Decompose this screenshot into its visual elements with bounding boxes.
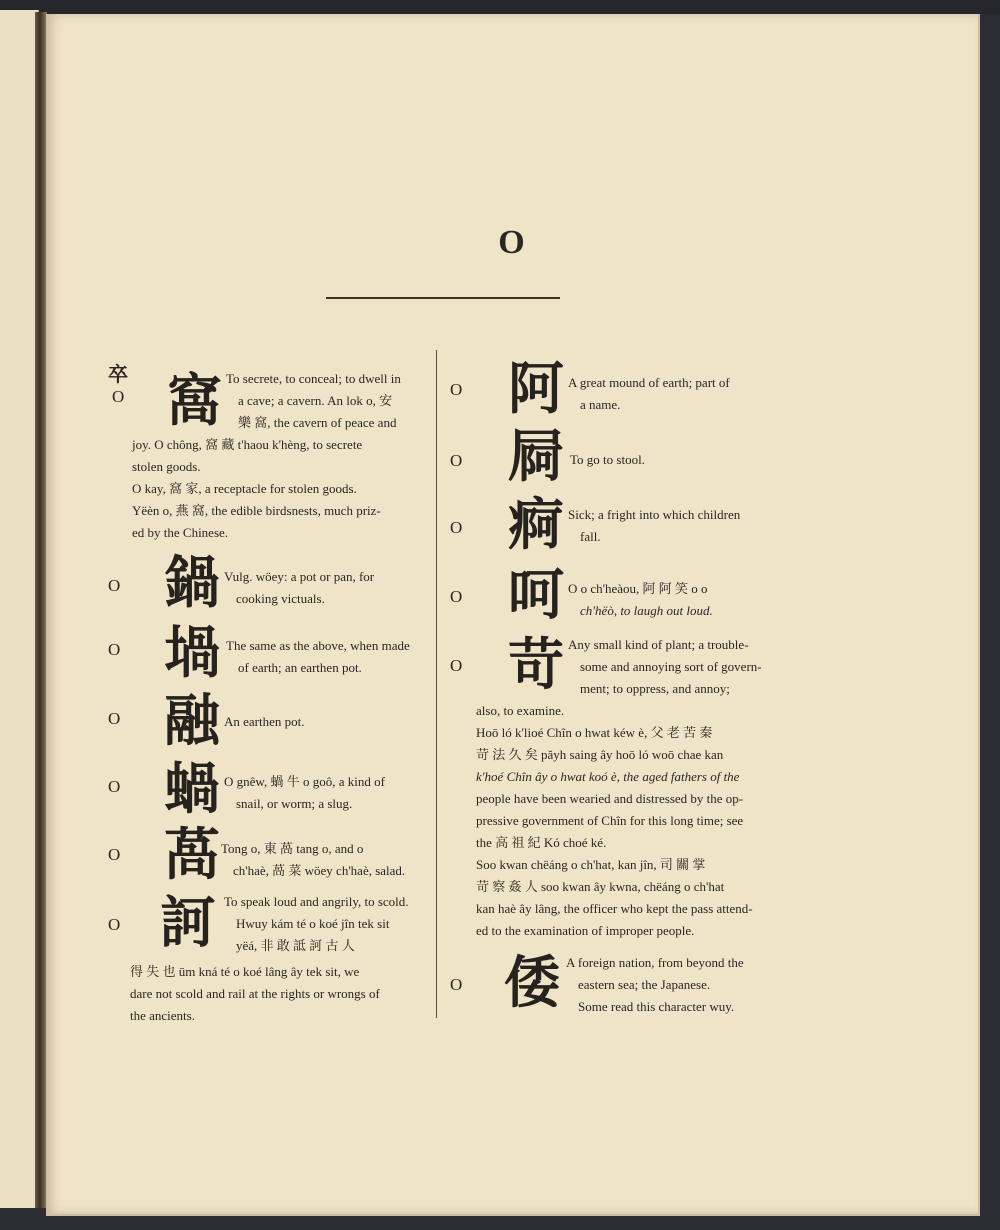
definition-line: pressive government of Chîn for this long time; see [476, 813, 744, 828]
entry-marker: O [450, 656, 463, 675]
definition-line: The same as the above, when made [226, 638, 410, 653]
entry-marker: O [450, 451, 463, 470]
definition-line: Soo kwan chëáng o ch'hat, kan jîn, 司 關 掌 [476, 857, 706, 872]
entry-marker: O [108, 777, 121, 796]
definition-line: a name. [580, 397, 621, 412]
entry-marker: O [450, 518, 463, 537]
definition-line: 苛 察 姦 人 soo kwan ây kwna, chëáng o ch'hat [476, 879, 725, 894]
entry-definition [224, 891, 436, 957]
definition-line: dare not scold and rail at the rights or wrongs of [130, 986, 380, 1001]
definition-line: stolen goods. [132, 459, 201, 474]
definition-line: eastern sea; the Japanese. [578, 977, 711, 992]
headword-character: 苛 [508, 633, 564, 698]
entry-continuation [130, 961, 436, 1027]
definition-line: To secrete, to conceal; to dwell in [226, 371, 401, 386]
definition-line: A great mound of earth; part of [568, 375, 730, 390]
dictionary-page [46, 14, 980, 1216]
definition-line: people have been wearied and distressed by the op- [476, 791, 744, 806]
headword-character: 堝 [164, 621, 220, 686]
headword-character: 痾 [508, 493, 564, 558]
entry-marker: O [450, 380, 463, 399]
headword-character: 鍋 [164, 551, 220, 616]
entry-definition [566, 952, 778, 1018]
definition-line: some and annoying sort of govern- [580, 659, 762, 674]
definition-line: To speak loud and angrily, to scold. [224, 894, 409, 909]
radical-marker: 卒 [108, 362, 128, 386]
headword-character: 呵 [508, 563, 564, 628]
definition-line: O kay, 窩 家, a receptacle for stolen goods. [132, 481, 357, 496]
entry-marker: O [108, 640, 121, 659]
headword-character: 蝸 [164, 757, 220, 822]
headword-character: 屙 [508, 425, 564, 490]
entry-definition [221, 838, 436, 882]
headword-character: 阿 [508, 357, 564, 422]
headword-character: 窩 [166, 369, 222, 434]
headword-character: 訶 [160, 891, 216, 956]
definition-line: Hoō ló k'lioé Chîn o hwat kéw è, 父 老 苦 秦 [476, 725, 713, 740]
definition-line: Hwuy kám té o koé jîn tek sit [236, 916, 390, 931]
definition-line: 得 失 也 ūm kná té o koé lâng ây tek sit, we [130, 964, 360, 979]
definition-line: 樂 窩, the cavern of peace and [238, 415, 397, 430]
headword-character: 倭 [504, 951, 560, 1016]
definition-line: A foreign nation, from beyond the [566, 955, 744, 970]
definition-line: of earth; an earthen pot. [238, 660, 362, 675]
entry-definition [568, 504, 778, 548]
definition-line: Any small kind of plant; a trouble- [568, 637, 749, 652]
definition-line: ch'hëò, to laugh out loud. [580, 603, 713, 618]
entry-definition [226, 368, 436, 434]
definition-line: Yëèn o, 燕 窩, the edible birdsnests, much priz- [132, 503, 381, 518]
definition-line: joy. O chông, 窩 藏 t'haou k'hèng, to secrete [132, 437, 363, 452]
entry-definition [224, 771, 436, 815]
entry-definition [224, 711, 434, 733]
definition-line: snail, or worm; a slug. [236, 796, 353, 811]
definition-line: the 高 祖 紀 Kó choé ké. [476, 835, 607, 850]
definition-line: ment; to oppress, and annoy; [580, 681, 730, 696]
definition-line: O o ch'heàou, 阿 阿 笑 o o [568, 581, 708, 596]
definition-line: ch'haè, 萵 菜 wöey ch'haè, salad. [233, 863, 406, 878]
entry-marker: O [108, 915, 121, 934]
definition-line: To go to stool. [570, 452, 645, 467]
definition-line: cooking victuals. [236, 591, 325, 606]
entry-definition [570, 449, 780, 471]
definition-line: yëá, 非 敢 詆 訶 古 人 [236, 938, 355, 953]
headword-character: 萵 [164, 823, 220, 888]
entry-marker: O [450, 975, 463, 994]
heading-rule [326, 297, 560, 299]
facing-page-edge [0, 10, 39, 1208]
definition-line: k'hoé Chîn ây o hwat koó è, the aged fathers of the [476, 769, 740, 784]
entry-marker: O [450, 587, 463, 606]
definition-line: Vulg. wöey: a pot or pan, for [224, 569, 375, 584]
entry-definition [226, 635, 436, 679]
entry-marker: O [108, 576, 121, 595]
definition-line: a cave; a cavern. An lok o, 安 [238, 393, 393, 408]
definition-line: 苛 法 久 矣 păyh saing ây hoō ló woō chae kan [476, 747, 724, 762]
definition-line: the ancients. [130, 1008, 195, 1023]
entry-definition [568, 372, 778, 416]
definition-line: also, to examine. [476, 703, 565, 718]
definition-line: ed by the Chinese. [132, 525, 229, 540]
entry-definition [568, 578, 778, 622]
entry-marker: O [108, 709, 121, 728]
entry-marker: O [108, 845, 121, 864]
entry-continuation [476, 700, 778, 942]
headword-character: 融 [164, 689, 220, 754]
scan-backdrop [0, 0, 1000, 14]
definition-line: O gnêw, 蝸 牛 o goô, a kind of [224, 774, 385, 789]
definition-line: An earthen pot. [224, 714, 305, 729]
entry-marker: O [112, 387, 125, 406]
definition-line: Some read this character wuy. [578, 999, 735, 1014]
definition-line: Tong o, 東 萵 tang o, and o [221, 841, 364, 856]
entry-definition [568, 634, 778, 700]
page-heading: O [498, 224, 526, 261]
definition-line: fall. [580, 529, 601, 544]
entry-continuation [132, 434, 436, 544]
column-divider [436, 350, 437, 1018]
entry-definition [224, 566, 436, 610]
definition-line: ed to the examination of improper people. [476, 923, 695, 938]
definition-line: Sick; a fright into which children [568, 507, 741, 522]
definition-line: kan haè ây lâng, the officer who kept the pass attend- [476, 901, 753, 916]
